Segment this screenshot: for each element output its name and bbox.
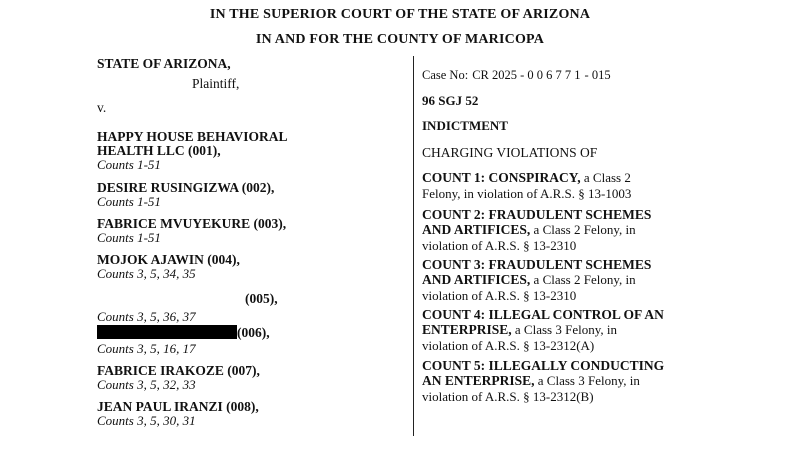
case-number-suffix: - 015 (584, 68, 611, 82)
count-desc: violation of A.R.S. § 13-2312(A) (422, 338, 595, 353)
count-title-2: AND ARTIFICES, (422, 272, 531, 287)
court-heading-line1: IN THE SUPERIOR COURT OF THE STATE OF ARIZONA (209, 7, 591, 22)
defendant-006 (97, 324, 397, 355)
defendant-counts: Counts 3, 5, 16, 17 (97, 341, 196, 356)
defendant-001 (97, 130, 397, 171)
count-desc-inline: a Class 2 Felony, in (530, 222, 636, 237)
defendant-008 (97, 400, 397, 427)
plaintiff-name: STATE OF ARIZONA, (97, 56, 231, 71)
defendant-005 (97, 290, 397, 323)
defendant-name: HAPPY HOUSE BEHAVIORAL (97, 129, 288, 144)
count-3 (422, 258, 752, 302)
count-desc: Felony, in violation of A.R.S. § 13-1003 (422, 186, 632, 201)
charging-heading: CHARGING VIOLATIONS OF (422, 145, 598, 160)
count-title: COUNT 4: ILLEGAL CONTROL OF AN (422, 307, 664, 322)
count-title-2: AN ENTERPRISE, (422, 373, 535, 388)
defendant-counts: Counts 1-51 (97, 230, 161, 245)
count-2 (422, 208, 752, 252)
plaintiff-role: Plaintiff, (192, 76, 240, 91)
count-title: COUNT 1: CONSPIRACY, (422, 170, 581, 185)
defendant-counts: Counts 3, 5, 36, 37 (97, 309, 196, 324)
count-desc-inline: a Class 2 Felony, in (530, 272, 636, 287)
count-title: COUNT 3: FRAUDULENT SCHEMES (422, 257, 652, 272)
count-desc-inline: a Class 3 Felony, in (534, 373, 640, 388)
redaction-bar (97, 325, 237, 339)
defendant-003 (97, 217, 397, 244)
defendant-name: DESIRE RUSINGIZWA (002), (97, 180, 275, 195)
defendant-number: (006), (237, 325, 270, 340)
count-1 (422, 169, 752, 200)
count-desc-inline: a Class 3 Felony, in (511, 322, 617, 337)
count-5 (422, 359, 752, 403)
case-number: CR 2025 - 0 0 6 7 7 1 (472, 68, 581, 82)
versus: v. (97, 100, 107, 115)
defendant-007 (97, 364, 397, 391)
defendant-002 (97, 181, 397, 208)
count-title: COUNT 2: FRAUDULENT SCHEMES (422, 207, 652, 222)
defendant-counts: Counts 3, 5, 34, 35 (97, 266, 196, 281)
count-title-2: ENTERPRISE, (422, 322, 512, 337)
count-title-2: AND ARTIFICES, (422, 222, 531, 237)
defendant-name: FABRICE MVUYEKURE (003), (97, 216, 287, 231)
count-desc-inline: a Class 2 (580, 170, 631, 185)
defendant-counts: Counts 3, 5, 30, 31 (97, 413, 196, 428)
count-desc: violation of A.R.S. § 13-2310 (422, 238, 577, 253)
defendant-name: HEALTH LLC (001), (97, 143, 221, 158)
caption-divider (413, 56, 414, 436)
grand-jury-number: 96 SGJ 52 (422, 93, 479, 108)
caption-left (97, 56, 397, 116)
defendant-number: (005), (245, 291, 278, 306)
case-number-line (422, 66, 752, 84)
defendant-counts: Counts 1-51 (97, 157, 161, 172)
defendant-name: MOJOK AJAWIN (004), (97, 252, 240, 267)
count-4 (422, 308, 752, 352)
count-desc: violation of A.R.S. § 13-2312(B) (422, 389, 594, 404)
court-heading-line2: IN AND FOR THE COUNTY OF MARICOPA (255, 32, 545, 47)
case-number-label: Case No: (422, 68, 469, 82)
defendant-004 (97, 253, 397, 280)
count-desc: violation of A.R.S. § 13-2310 (422, 288, 577, 303)
document-type: INDICTMENT (422, 118, 508, 133)
count-title: COUNT 5: ILLEGALLY CONDUCTING (422, 358, 665, 373)
defendant-name: FABRICE IRAKOZE (007), (97, 363, 260, 378)
defendant-counts: Counts 3, 5, 32, 33 (97, 377, 196, 392)
defendant-name: JEAN PAUL IRANZI (008), (97, 399, 259, 414)
defendant-counts: Counts 1-51 (97, 194, 161, 209)
